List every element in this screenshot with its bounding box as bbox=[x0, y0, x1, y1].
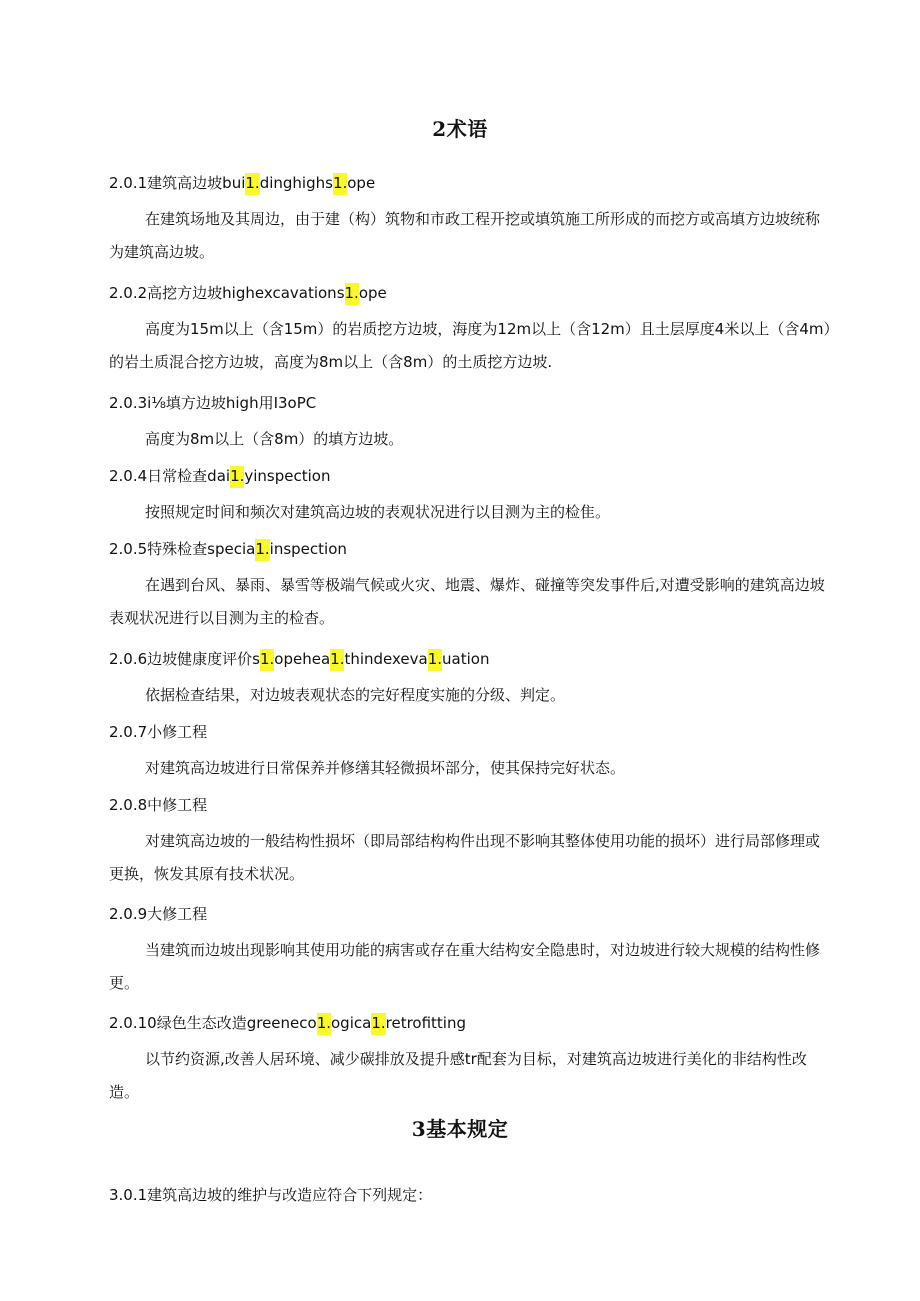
section-title-basic-rules: 3基本规定 bbox=[411, 1117, 509, 1141]
highlight-mark: 1. bbox=[230, 466, 244, 488]
term-definition: 在建筑场地及其周边，由于建（构）筑物和市政工程开挖或填筑施工所形成的而挖方或高填方边坡统称为建筑高边坡。 bbox=[109, 210, 821, 261]
highlight-mark: 1. bbox=[260, 649, 274, 671]
highlight-mark: 1. bbox=[428, 649, 442, 671]
term-heading: 2.0.2高挖方边坡highexcavations1.ope bbox=[109, 283, 387, 303]
term-heading: 2.0.9大修工程 bbox=[109, 905, 208, 923]
term-heading: 2.0.7小修工程 bbox=[109, 723, 208, 741]
highlight-mark: 1. bbox=[255, 539, 269, 561]
term-heading: 2.0.6边坡健康度评价s1.opehea1.thindexeva1.uation bbox=[109, 649, 489, 669]
term-heading: 2.0.3i⅛填方边坡high用I3oPC bbox=[109, 394, 317, 412]
clause-heading: 3.0.1建筑高边坡的维护与改造应符合下列规定： bbox=[109, 1186, 433, 1204]
highlight-mark: 1. bbox=[345, 283, 359, 305]
highlight-mark: 1. bbox=[333, 173, 347, 195]
section-title-terms: 2术语 bbox=[432, 117, 488, 141]
term-heading: 2.0.4日常检查dai1.yinspection bbox=[109, 466, 330, 486]
term-definition: 当建筑而边坡出现影响其使用功能的病害或存在重大结构安全隐患时，对边坡进行较大规模的结构性修更。 bbox=[109, 941, 821, 992]
term-definition: 在遇到台风、暴雨、暴雪等极端气候或火灾、地震、爆炸、碰撞等突发事件后,对遭受影响的建筑高边坡表观状况进行以目测为主的检杳。 bbox=[109, 576, 825, 627]
highlight-mark: 1. bbox=[330, 649, 344, 671]
term-heading: 2.0.8中修工程 bbox=[109, 796, 208, 814]
term-definition: 对建筑高边坡进行日常保养并修缮其轻微损坏部分，使其保持完好状态。 bbox=[145, 759, 626, 777]
term-definition: 高度为15m以上（含15m）的岩质挖方边坡，海度为12m以上（含12m）且土层厚度4米以上（含4m）的岩土质混合挖方边坡，高度为8m以上（含8m）的土质挖方边坡. bbox=[109, 320, 831, 371]
term-definition: 以节约资源,改善人居环境、减少碳排放及提升感tr配套为目标，对建筑高边坡进行美化的非结构性改造。 bbox=[109, 1050, 807, 1101]
highlight-mark: 1. bbox=[371, 1013, 385, 1035]
term-heading: 2.0.1建筑高边坡bui1.dinghighs1.ope bbox=[109, 173, 375, 193]
highlight-mark: 1. bbox=[245, 173, 259, 195]
highlight-mark: 1. bbox=[317, 1013, 331, 1035]
term-definition: 依据检查结果，对边坡表观状态的完好程度实施的分级、判定。 bbox=[145, 686, 566, 704]
term-heading: 2.0.5特殊检查specia1.inspection bbox=[109, 539, 347, 559]
term-definition: 对建筑高边坡的一般结构性损坏（即局部结构构件出现不影响其整体使用功能的损坏）进行局部修理或更换，恢发其原有技术状况。 bbox=[109, 832, 821, 883]
term-definition: 高度为8m以上（含8m）的填方边坡。 bbox=[145, 430, 404, 448]
term-definition: 按照规定时间和频次对建筑高边坡的表观状况进行以目测为主的检隹。 bbox=[145, 503, 611, 521]
term-heading: 2.0.10绿色生态改造greeneco1.ogica1.retrofitting bbox=[109, 1013, 466, 1033]
